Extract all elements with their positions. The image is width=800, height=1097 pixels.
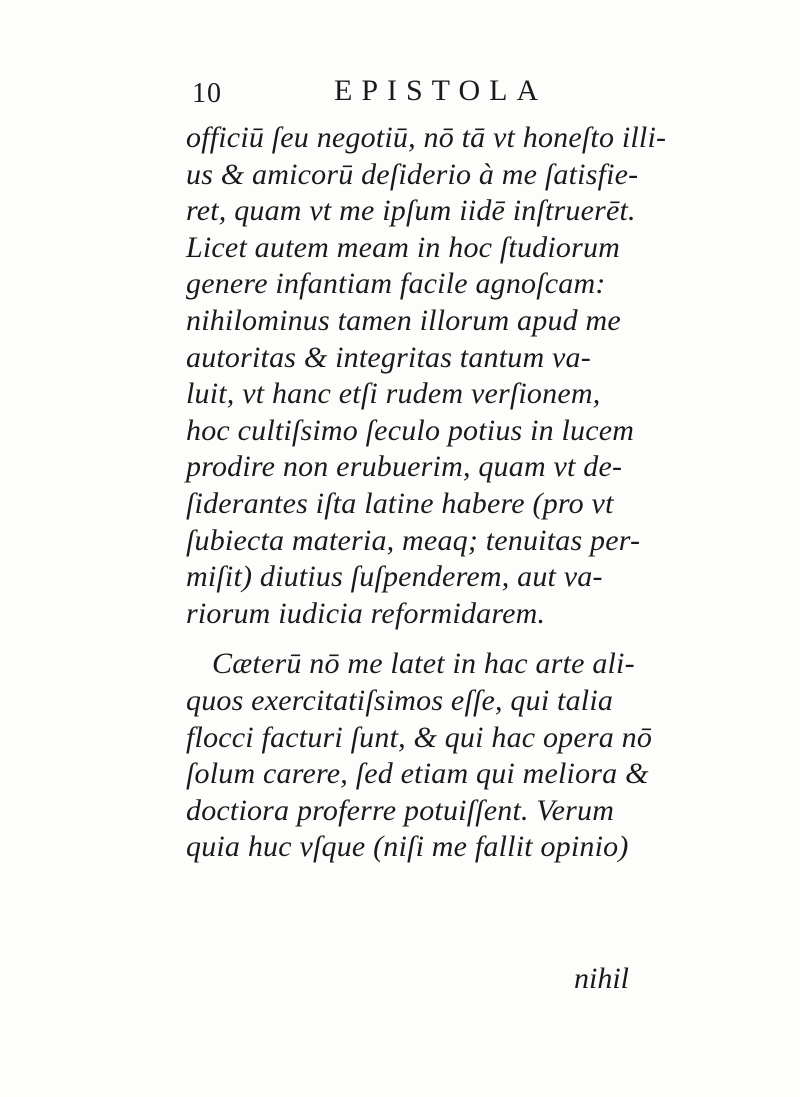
text-line: flocci facturi ſunt, & qui hac opera nō xyxy=(186,720,653,754)
text-line: hoc cultiſsimo ſeculo potius in lucem xyxy=(186,413,635,447)
text-line: prodire non erubuerim, quam vt de- xyxy=(186,450,623,484)
catchword: nihil xyxy=(574,962,630,995)
text-line: genere infantiam facile agnoſcam: xyxy=(186,267,606,301)
paragraph-2 xyxy=(186,646,656,866)
text-line: ret, quam vt me ipſum iidē inſtruerēt. xyxy=(186,194,636,228)
page-header xyxy=(192,72,632,112)
page-number: 10 xyxy=(192,78,222,109)
text-line: nihilominus tamen illorum apud me xyxy=(186,303,621,337)
paragraph-1 xyxy=(186,120,667,632)
text-line: riorum iudicia reformidarem. xyxy=(186,596,546,630)
text-line: luit, vt hanc etſi rudem verſionem, xyxy=(186,377,601,411)
running-head: EPISTOLA xyxy=(334,74,548,107)
text-line: ſolum carere, ſed etiam qui meliora & xyxy=(186,757,649,791)
text-line: quos exercitatiſsimos eſſe, qui talia xyxy=(186,683,614,717)
text-line: ſiderantes iſta latine habere (pro vt xyxy=(186,486,614,520)
text-line: ſubiecta materia, meaq; tenuitas per- xyxy=(186,523,641,557)
text-line: miſit) diutius ſuſpenderem, aut va- xyxy=(186,560,603,594)
text-line: us & amicorū deſiderio à me ſatisfie- xyxy=(186,157,639,191)
text-line: Licet autem meam in hoc ſtudiorum xyxy=(186,230,621,264)
body-text xyxy=(186,120,667,866)
text-line: doctiora proferre potuiſſent. Verum xyxy=(186,793,615,827)
text-line: quia huc vſque (niſi me fallit opinio) xyxy=(186,830,629,864)
text-line: Cæterū nō me latet in hac arte ali- xyxy=(212,647,635,681)
text-line: autoritas & integritas tantum va- xyxy=(186,340,591,374)
text-line: officiū ſeu negotiū, nō tā vt honeſto illi- xyxy=(186,121,667,154)
